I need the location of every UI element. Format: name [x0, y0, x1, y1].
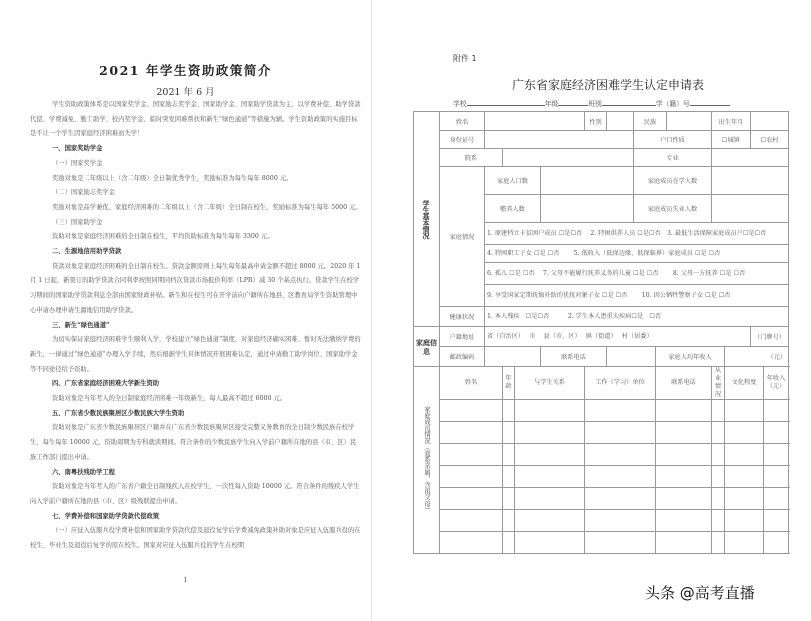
- name-label: 姓名: [440, 112, 485, 131]
- member-cell-education[interactable]: [725, 422, 764, 444]
- member-cell-income[interactable]: [764, 510, 789, 532]
- document-body: [30, 98, 362, 554]
- member-header-relation: 与学生关系: [515, 367, 585, 400]
- paragraph: 奖励对象是品学兼优、家庭经济困难的二年级以上（含二年级）全日制在校生，奖励标准为每生每年 5000 元。: [52, 203, 362, 211]
- member-row: [414, 422, 789, 444]
- hukou-label: 户口性质: [634, 131, 712, 149]
- member-cell-name[interactable]: [440, 510, 503, 532]
- subsection-heading: （一）国家奖学金: [52, 159, 103, 167]
- family-situation-label: 家庭情况: [440, 167, 485, 307]
- member-header-age: 年龄: [503, 367, 515, 400]
- income-field[interactable]: （元）: [725, 347, 789, 367]
- member-cell-work-unit[interactable]: [585, 510, 656, 532]
- in-school-field[interactable]: [712, 167, 789, 195]
- attachment-label: 附件 1: [453, 54, 477, 63]
- gender-field[interactable]: [607, 112, 634, 131]
- document-title: 2021 年学生资助政策简介: [99, 63, 272, 78]
- member-row: [414, 444, 789, 466]
- member-cell-employment[interactable]: [712, 510, 725, 532]
- paragraph: 学生资助政策体系是以国家奖学金、国家励志奖学金、国家助学金、国家助学贷款为主，以学费补偿、助学贷款代偿、学费减免、勤工助学、校内奖学金、临时突发困难帮扶和新生“绿色通道”等措施为辅。学生资助政策的实施目标是不让一个学生因家庭经济困难而失学！: [30, 101, 361, 138]
- member-cell-age[interactable]: [503, 510, 515, 532]
- section-family-info: 家庭信息: [414, 327, 440, 367]
- birth-field[interactable]: [751, 112, 789, 131]
- member-cell-phone[interactable]: [656, 510, 712, 532]
- dept-label: 院系: [440, 149, 503, 167]
- member-cell-age[interactable]: [503, 488, 515, 510]
- paragraph: 奖励对象是二年级以上（含二年级）全日制优秀学生，奖励标准为每生每年 8000 元。: [52, 174, 293, 182]
- members-header-row: [414, 367, 789, 400]
- member-cell-employment[interactable]: [712, 488, 725, 510]
- school-label: 学校: [453, 100, 467, 108]
- member-cell-education[interactable]: [725, 488, 764, 510]
- member-cell-name[interactable]: [440, 532, 503, 554]
- paragraph: 资助对象是当年考入的全日制家庭经济困难一年级新生，每人最高不超过 6000 元。: [52, 395, 287, 403]
- member-header-employment: 从业情况: [712, 367, 725, 400]
- section-family-members: 家庭成员情况（直系亲属，含祖父母）: [414, 367, 440, 554]
- grade-label: 年级: [544, 100, 559, 108]
- form-meta-line: [453, 98, 730, 108]
- member-cell-income[interactable]: [764, 488, 789, 510]
- paragraph: 为切实保证家庭经济困难学生顺利入学，学校建立“绿色通道”制度，对家庭经济确实困难、暂时无法缴纳学费的新生，一律通过“绿色通道”办理入学手续，然后根据学生具体情况开展困难认定，通过申请勤工助学岗位、国家助学金等不同途径给予资助。: [30, 336, 361, 373]
- member-cell-name[interactable]: [440, 488, 503, 510]
- member-cell-education[interactable]: [725, 466, 764, 488]
- postal-field[interactable]: [485, 347, 541, 367]
- member-cell-name[interactable]: [440, 466, 503, 488]
- row-dept: [414, 149, 789, 167]
- paragraph: （一）应征入伍服兵役学费补偿和国家助学贷款代偿及退役复学后学费减免政策补助对象是应征入伍服兵役的在校生、毕业生及退役后复学的原在校生。国家对应征入伍服兵役的学生在校期: [30, 527, 361, 550]
- section-heading: 五、广东省少数民族聚居区少数民族大学生资助: [52, 409, 185, 417]
- member-cell-name[interactable]: [440, 422, 503, 444]
- member-cell-income[interactable]: [764, 422, 789, 444]
- member-cell-name[interactable]: [440, 400, 503, 422]
- address-field[interactable]: 省（自治区） 市 县（市、区） 镇（街道） 村（居委）: [485, 327, 751, 347]
- dependents-label: 赡养人数: [485, 195, 541, 223]
- id-label: 身份证号: [440, 131, 485, 149]
- member-cell-phone[interactable]: [656, 532, 712, 554]
- member-cell-relation[interactable]: [515, 400, 585, 422]
- member-header-name: 姓名: [440, 367, 503, 400]
- major-field[interactable]: [712, 149, 789, 167]
- address-label: 户籍地址: [440, 327, 485, 347]
- member-cell-work-unit[interactable]: [585, 400, 656, 422]
- income-label: 家庭人均年收入: [656, 347, 725, 367]
- member-cell-employment[interactable]: [712, 532, 725, 554]
- student-no-field[interactable]: [690, 98, 730, 106]
- member-cell-employment[interactable]: [712, 422, 725, 444]
- member-cell-age[interactable]: [503, 400, 515, 422]
- dependents-field[interactable]: [541, 195, 634, 223]
- member-cell-work-unit[interactable]: [585, 466, 656, 488]
- rural-checkbox[interactable]: ☐农村: [751, 131, 789, 149]
- phone-field[interactable]: [607, 347, 656, 367]
- page-number: 1: [183, 576, 188, 584]
- student-no-label: 学（籍）号: [655, 100, 690, 108]
- paragraph: 资助对象是广东省少数民族聚居区户籍并在广东省少数民族聚居区接受完整义务教育的全日制少数民族在校学生，每生每年 10000 元，资助周期为专科就读期间。符合条件的少数民族学生向入学前户籍所在地的县（市、区）民族工作部门提出申请。: [30, 424, 357, 461]
- section-heading: 四、广东省家庭经济困难大学新生资助: [52, 380, 160, 388]
- member-cell-relation[interactable]: [515, 532, 585, 554]
- unemployed-field[interactable]: [712, 195, 789, 223]
- row-id: [414, 131, 789, 149]
- subsection-heading: （二）国家励志奖学金: [52, 189, 115, 197]
- member-cell-age[interactable]: [503, 532, 515, 554]
- member-cell-age[interactable]: [503, 466, 515, 488]
- member-cell-education[interactable]: [725, 532, 764, 554]
- paragraph: 贷款对象是家庭经济困难的全日制在校生。贷款金额原则上每生每年最高申请金额不超过 8000 元。2020 年 1 月 1 日起，新签订的助学贷款合同利率按照同期同档次贷款市场报价利率（LPR）减 30 个基点执行。贷款学生在校学习期间的国家助学贷款利息全部由国家财政补贴。新生和在校生可在开学前向户籍所在地县、区教育局学生资助管理中心申请办理申请生源地信用助学贷款。: [30, 262, 361, 314]
- section-heading: 一、国家奖助学金: [52, 145, 103, 153]
- class-label: 班别: [588, 100, 602, 108]
- urban-checkbox[interactable]: ☐城镇: [712, 131, 751, 149]
- population-field[interactable]: [541, 167, 634, 195]
- member-cell-relation[interactable]: [515, 466, 585, 488]
- row-address: [414, 327, 789, 347]
- member-cell-work-unit[interactable]: [585, 532, 656, 554]
- application-form-table: [413, 111, 789, 554]
- member-cell-relation[interactable]: [515, 422, 585, 444]
- section-heading: 二、生源地信用助学贷款: [52, 248, 122, 256]
- postal-label: 邮政编码: [440, 347, 485, 367]
- paragraph: 资助对象是当年考入的广东省户籍全日制残疾人在校学生，一次性每人资助 10000 元。符合条件的残疾人学生向入学前户籍所在地的县（市、区）级残联提出申请。: [30, 483, 360, 505]
- member-cell-education[interactable]: [725, 510, 764, 532]
- section-heading: 三、新生“绿色通道”: [52, 321, 110, 329]
- member-cell-age[interactable]: [503, 444, 515, 466]
- member-cell-phone[interactable]: [656, 466, 712, 488]
- id-field[interactable]: [485, 131, 634, 149]
- member-cell-employment[interactable]: [712, 466, 725, 488]
- member-cell-phone[interactable]: [656, 400, 712, 422]
- name-field[interactable]: [485, 112, 585, 131]
- family-item-6-8[interactable]: 6. 孤儿 ☐是 ☐否 7. 父母不能履行抚养义务的儿童 ☐是 ☐否 8. 父母一方抚养 ☐是 ☐否: [485, 263, 789, 285]
- member-row: [414, 532, 789, 554]
- row-health: [414, 307, 789, 327]
- member-cell-age[interactable]: [503, 422, 515, 444]
- member-cell-employment[interactable]: [712, 400, 725, 422]
- member-cell-name[interactable]: [440, 444, 503, 466]
- health-options[interactable]: 1. 本人残疾 ☐是☐否 2. 学生本人患重大疾病☐是 ☐否: [485, 307, 789, 327]
- member-cell-work-unit[interactable]: [585, 488, 656, 510]
- member-header-work-unit: 工作（学习）单位: [585, 367, 656, 400]
- class-field[interactable]: [602, 98, 656, 106]
- member-row: [414, 510, 789, 532]
- member-cell-education[interactable]: [725, 400, 764, 422]
- major-label: 专业: [634, 149, 712, 167]
- phone-label: 联系电话: [541, 347, 607, 367]
- member-header-income: 年收入（元）: [764, 367, 789, 400]
- gender-label: 性别: [585, 112, 607, 131]
- policy-document-page: [0, 0, 372, 621]
- ethnicity-field[interactable]: [667, 112, 712, 131]
- member-header-education: 文化程度: [725, 367, 764, 400]
- member-cell-income[interactable]: [764, 532, 789, 554]
- subsection-heading: （三）国家助学金: [52, 218, 103, 226]
- member-cell-phone[interactable]: [656, 444, 712, 466]
- member-cell-income[interactable]: [764, 444, 789, 466]
- ethnicity-label: 民族: [634, 112, 667, 131]
- member-header-phone: 联系电话: [656, 367, 712, 400]
- population-label: 家庭人口数: [485, 167, 541, 195]
- member-cell-phone[interactable]: [656, 422, 712, 444]
- member-cell-relation[interactable]: [515, 488, 585, 510]
- document-date: 2021 年 6 月: [156, 87, 215, 98]
- watermark: 头条 @高考直播: [645, 584, 755, 602]
- member-cell-relation[interactable]: [515, 444, 585, 466]
- grade-field[interactable]: [558, 98, 588, 106]
- member-cell-work-unit[interactable]: [585, 444, 656, 466]
- section-heading: 七、学费补偿和国家助学贷款代偿政策: [52, 512, 160, 520]
- row-population: [414, 167, 789, 195]
- member-cell-education[interactable]: [725, 444, 764, 466]
- unemployed-label: 家庭成员失业人数: [634, 195, 712, 223]
- birth-label: 出生年月: [712, 112, 751, 131]
- member-cell-income[interactable]: [764, 400, 789, 422]
- member-cell-work-unit[interactable]: [585, 422, 656, 444]
- member-row: [414, 466, 789, 488]
- row-postal: [414, 347, 789, 367]
- family-item-4-5[interactable]: 4. 特困职工子女 ☐是 ☐否 5. 低收入（低保边缘、低保临界）家庭成员 ☐是 ☐否: [485, 245, 789, 263]
- health-label: 健康状况: [440, 307, 485, 327]
- member-cell-phone[interactable]: [656, 488, 712, 510]
- address-suffix: （门牌号）: [751, 327, 789, 347]
- section-heading: 六、南粤扶残助学工程: [52, 468, 115, 476]
- school-field[interactable]: [467, 98, 545, 106]
- family-item-1-3[interactable]: 1. 原建档立卡贫困户成员 ☐是☐否 2. 特困供养人员 ☐是☐否 3. 最低生活保障家庭成员户☐是☐否: [485, 223, 789, 245]
- family-item-9-10[interactable]: 9. 享受国家定期抚恤补助的优抚对象子女 ☐是 ☐否 10. 因公牺牲警察子女 ☐是 ☐否: [485, 285, 789, 307]
- member-row: [414, 400, 789, 422]
- member-cell-income[interactable]: [764, 466, 789, 488]
- dept-field[interactable]: [503, 149, 634, 167]
- in-school-label: 家庭成员在学人数: [634, 167, 712, 195]
- member-cell-relation[interactable]: [515, 510, 585, 532]
- form-title: 广东省家庭经济困难学生认定申请表: [511, 78, 704, 92]
- row-basic-info: [414, 112, 789, 131]
- paragraph: 资助对象是家庭经济困难的全日制在校生，平均资助标准为每生每年 3300 元。: [52, 233, 274, 241]
- section-student-basic: 学生基本情况: [414, 112, 440, 327]
- member-cell-employment[interactable]: [712, 444, 725, 466]
- member-row: [414, 488, 789, 510]
